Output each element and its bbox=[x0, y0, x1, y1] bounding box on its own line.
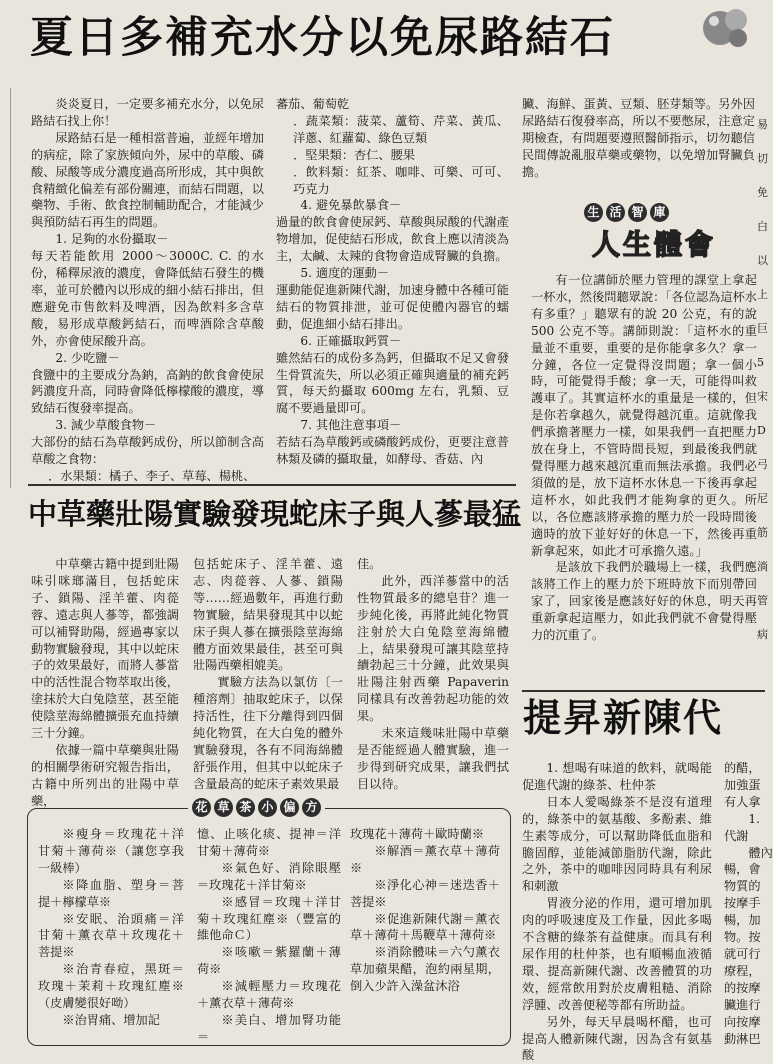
fragment: 1. bbox=[748, 811, 761, 826]
paragraph: 日本人愛喝綠茶不是沒有道理的，綠茶中的氨基酸、多酚素、維生素等成分，可以幫助降低血脂和膽固醇，並能減節脂肪代謝，除此之外，茶中的咖啡因同時具有利尿和刺激 bbox=[522, 794, 712, 894]
paragraph: 有一位講師於壓力管理的課堂上拿起一杯水，然後問聽眾說：「各位認為這杯水有多重？」聽眾有的說 20 公克，有的說 500 公克不等。講師則說：「這杯水的重量並不重要，重要的是你能拿多久？拿一分鐘，各位一定覺得沒問題；拿一個小時，可能覺得手酸；拿一天，可能得叫救護車了。其實這杯水的重量是一樣的，但是你若拿越久，就覺得越沉重。這就像我們承擔著壓力一樣，如果我們一直把壓力放在身上，不管時間長短，到最後我們就覺得壓力越來越沉重而無法承擔。我們必須做的是，放下這杯水休息一下後再拿起這杯水，如此我們才能夠拿的更久。所以，各位應該將承擔的壓力於一段時間後適時的放下並好好的休息一下，然後再重新拿起來，如此才可承擔久遠。」 bbox=[531, 273, 757, 558]
fragment: D bbox=[757, 424, 766, 437]
tea-item: ※安眠、治頭痛＝洋甘菊＋薰衣草＋玫瑰花＋菩提※ bbox=[38, 911, 184, 960]
article2-col3 bbox=[357, 556, 509, 793]
paragraph: 尿路結石是一種相當普遍，並經年增加的病症，除了家族傾向外，尿中的草酸、磷酸、尿酸等成分濃度過高所形成，其中與飲食精緻化偏差有部份關連，而結石問題，以藥物、手術、飲食控制輔助配合，才能減少與預防結石再生的問題。 bbox=[31, 130, 264, 230]
badge-char: 活 bbox=[606, 203, 625, 222]
edge-column bbox=[757, 108, 768, 652]
paragraph: 另外，每天早晨喝杯醋，也可提高人體新陳代謝，因為含有氨基酸 bbox=[522, 1014, 712, 1063]
paragraph: ．蔬菜類：菠菜、蘆筍、芹菜、黃瓜、洋蔥、紅蘿蔔、綠色豆類 bbox=[293, 113, 509, 145]
paragraph: 運動能促進新陳代謝，加速身體中各種可能結石的物質排泄，並可促使體內器官的蠕動，促進細小結石排出。 bbox=[276, 282, 509, 331]
fragment: 加強蛋 bbox=[724, 777, 761, 792]
fragment: 巨 bbox=[757, 322, 768, 335]
article1-col2 bbox=[276, 96, 509, 468]
fragment: 免 bbox=[757, 186, 768, 199]
paragraph: 此外，西洋蔘當中的活性物質最多的總皂苷？進一步純化後，再將此純化物質注射於大白兔陰莖海綿體上，結果發現可讓其陰莖持續勃起三十分鐘，此效果與壯陽注射西藥 Papaverin 同樣具有改善勃起功能的效果。 bbox=[357, 573, 509, 724]
fragment: 尼 bbox=[757, 492, 768, 505]
paragraph: 臟、海鮮、蛋黃、豆類、胚芽類等。另外因尿路結石復發率高，所以不要憋尿，注意定期檢查，有問題要遵照醫師指示，切勿聽信民間傳說亂服草藥或藥物，以免增加腎臟負擔。 bbox=[522, 97, 755, 179]
badge-char: 花 bbox=[192, 798, 211, 817]
paragraph: 2. 少吃鹽－ bbox=[55, 350, 120, 365]
fragment: 體內 bbox=[748, 845, 773, 860]
paragraph: 是該放下我們於職場上一樣，我們應該將工作上的壓力於下班時放下而別帶回家了，回家後是應該好好的休息，明天再重新拿起這壓力，如此我們就不會覺得壓力的沉重了。 bbox=[531, 560, 757, 643]
tea-item: ※消除體味＝六勺薰衣草加蘋果醋，泡約兩星期，倒入少許入澡盆沐浴 bbox=[350, 945, 500, 994]
headline-urinary-stones: 夏日多補充水分以免尿路結石 bbox=[30, 13, 615, 63]
tea-item: 玫瑰花＋薄荷＋歐時蘭※ bbox=[350, 827, 485, 841]
paragraph: 蕃茄、葡萄乾 bbox=[276, 97, 350, 111]
fragment: 病 bbox=[757, 628, 768, 641]
life-body bbox=[531, 272, 757, 644]
fragment: 切 bbox=[757, 152, 768, 165]
article3-col1 bbox=[522, 760, 712, 1064]
paragraph: 依據一篇中草藥與壯陽的相關學術研究報告指出，古籍中所列出的壯陽中草藥， bbox=[31, 742, 179, 808]
fragment: 物質的 bbox=[724, 879, 761, 894]
rule-top-left bbox=[10, 88, 11, 488]
tea-item: ※解酒＝薰衣草＋薄荷※ bbox=[350, 843, 500, 875]
tea-item: ※減輕壓力＝玫瑰花＋薰衣草＋薄荷※ bbox=[197, 979, 341, 1011]
paragraph: ．水果類：橘子、李子、草莓、楊桃、 bbox=[48, 468, 256, 483]
paragraph: 1. 足夠的水份攝取－ bbox=[55, 232, 169, 247]
tea-item: ※治青春痘，黑斑＝玫瑰＋茉莉＋玫瑰紅塵※（皮膚變很好呦） bbox=[38, 962, 184, 1011]
paragraph: 每天若能飲用 2000～3000C. C. 的水份，稀釋尿液的濃度，會降低結石發生的機率，並可於體內以形成的細小結石排出，但應避免市售飲料及啤酒，因為飲料多含草酸，易形成草酸鈣結石，而啤酒除含草酸外，亦會使尿酸升高。 bbox=[31, 249, 264, 348]
badge-char: 小 bbox=[258, 798, 277, 817]
badge-char: 偏 bbox=[280, 798, 299, 817]
tea-item: ※淨化心神＝迷迭香＋菩提※ bbox=[350, 877, 500, 909]
fragment: 5 bbox=[757, 356, 764, 369]
rule-headline2 bbox=[28, 484, 516, 486]
fragment: 動淋巴 bbox=[724, 1031, 761, 1046]
fragment: 的醋， bbox=[724, 761, 761, 775]
fragment: 白 bbox=[757, 220, 768, 233]
fragment: 按摩手 bbox=[724, 896, 761, 911]
life-badge bbox=[584, 203, 669, 222]
paragraph: 未來這幾味壯陽中草藥是否能經過人體實驗，進一步得到研究成果，讓我們拭目以待。 bbox=[357, 726, 509, 791]
fragment: 臟進行 bbox=[724, 997, 761, 1012]
paragraph: 佳。 bbox=[357, 557, 382, 571]
fragment: 代謝 bbox=[724, 828, 749, 843]
tea-item: ※瘦身＝玫瑰花＋洋甘菊＋薄荷※（讓您享我一級棒） bbox=[38, 827, 184, 875]
paragraph: 食鹽中的主要成分為鈉，高鈉的飲食會使尿鈣濃度升高，同時會降低檸檬酸的濃度，導致結石復發率提高。 bbox=[31, 367, 264, 416]
paragraph: 過量的飲食會使尿鈣、草酸與尿酸的代謝產物增加，促使結石形成，飲食上應以清淡為主，太鹹、太辣的食物會造成腎臟的負擔。 bbox=[276, 215, 509, 264]
headline-metabolism: 提昇新陳代 bbox=[523, 696, 724, 740]
article2-col2 bbox=[193, 556, 343, 793]
tea-item: ※感冒＝玫瑰＋洋甘菊＋玫瑰紅塵※（豐富的維他命Ｃ） bbox=[197, 894, 341, 943]
tea-item: 憶、止咳化痰、提神＝洋甘菊＋薄荷※ bbox=[197, 827, 341, 858]
badge-char: 生 bbox=[584, 203, 603, 222]
tea-col2 bbox=[197, 826, 341, 1046]
fragment: 弓 bbox=[757, 458, 768, 471]
paragraph: 胃液分泌的作用，還可增加肌肉的呼吸速度及工作量，因此多喝不含糖的綠茶有益健康。而具有利尿作用的杜仲茶，也有順暢血液循環、提高新陳代謝、改善體質的功效，經常飲用對於皮膚粗糙、消除浮腫、改善便秘等都有所助益。 bbox=[522, 896, 712, 1012]
fragment: 就可行 bbox=[724, 946, 761, 961]
tea-item: ※氣色好、消除眼壓＝玫瑰花＋洋甘菊※ bbox=[197, 860, 341, 892]
fragment: 暢，會 bbox=[724, 862, 761, 877]
tea-item: ※降血脂、塑身＝菩提＋檸檬草※ bbox=[38, 877, 184, 909]
article1-col1 bbox=[31, 96, 264, 485]
fragment: 暢，加 bbox=[724, 913, 761, 928]
badge-char: 智 bbox=[628, 203, 647, 222]
paragraph: 6. 正確攝取鈣質－ bbox=[300, 333, 402, 348]
tea-item: ※治胃痛、增加記 bbox=[62, 1012, 160, 1027]
paragraph: 炎炎夏日，一定要多補充水分，以免尿路結石找上你！ bbox=[31, 97, 264, 128]
tea-item: ※咳嗽＝紫羅蘭＋薄荷※ bbox=[197, 945, 341, 977]
tea-item: ※美白、增加腎功能＝ bbox=[197, 1012, 341, 1044]
article1-col3 bbox=[522, 96, 755, 181]
tea-col3 bbox=[350, 826, 500, 995]
article3-col2 bbox=[724, 760, 773, 1047]
fragment: 淌 bbox=[757, 560, 768, 573]
fragment: 的按摩 bbox=[724, 980, 761, 995]
paragraph: 4. 避免暴飲暴食－ bbox=[300, 198, 402, 213]
fragment: 向按摩 bbox=[724, 1014, 761, 1029]
paragraph: 大部份的結石為草酸鈣成份，所以節制含高草酸之食物： bbox=[31, 435, 264, 467]
fragment: 上 bbox=[757, 288, 768, 301]
paragraph: 中草藥古籍中提到壯陽味引咪瑯滿目，包括蛇床子、鎖陽、淫羊藿、肉蓯蓉、遠志與人蔘等，都強調可以補腎助陽，經過專家以動物實驗發現，其中以蛇床子的效果最好，而將人蔘當中的活性混合物萃取出後，塗抹於大白兔陰莖，甚至能使陰莖海綿體擴張充血持續三十分鐘。 bbox=[31, 557, 179, 741]
paragraph: 5. 適度的運動－ bbox=[300, 266, 390, 281]
tea-item: ※促進新陳代謝＝薰衣草＋薄荷＋馬鞭草＋薄荷※ bbox=[350, 911, 500, 943]
fragment: 管 bbox=[757, 594, 768, 607]
paragraph: ．堅果類：杏仁、腰果 bbox=[293, 147, 415, 162]
fragment: 療程， bbox=[724, 963, 761, 978]
badge-char: 茶 bbox=[236, 798, 255, 817]
paragraph: ．飲料類：紅茶、咖啡、可樂、可可、巧克力 bbox=[293, 164, 509, 196]
fragment: 宋 bbox=[757, 390, 768, 403]
badge-char: 草 bbox=[214, 798, 233, 817]
life-title: 人生體會 bbox=[592, 228, 717, 261]
paragraph: 實驗方法為以氯仿〔一種溶劑〕抽取蛇床子，以保持活性，往下分離得到四個純化物質，在大白兔的體外實驗發現，各有不同海綿體舒張作用，但其中以蛇床子含量最高的蛇床子素效果最 bbox=[193, 675, 343, 791]
fragment: 物。按 bbox=[724, 930, 761, 945]
paragraph: 1. 想喝有味道的飲料，就喝能促進代謝的綠茶、杜仲茶 bbox=[522, 761, 712, 792]
paragraph: 雖然結石的成份多為鈣，但攝取不足又會發生骨質流失，所以必須正確與適量的補充鈣質，每天約攝取 600mg 左右，乳類、豆腐不要過量即可。 bbox=[276, 350, 509, 416]
paragraph: 若結石為草酸鈣或磷酸鈣成份，更要注意普林類及磷的攝取量，如酵母、香菇、內 bbox=[276, 435, 509, 467]
tea-col1 bbox=[38, 826, 184, 1029]
paragraph: 包括蛇床子、淫羊藿、遠志、肉蓯蓉、人蔘、鎖陽等……經過數年，再進行動物實驗，結果發現其中以蛇床子與人蔘在擴張陰莖海綿體方面效果最佳，甚至可與壯陽西藥相媲美。 bbox=[193, 557, 343, 673]
fragment: 易 bbox=[757, 118, 768, 131]
article2-col1 bbox=[31, 556, 179, 810]
fragment: 以 bbox=[757, 254, 768, 267]
paragraph: 3. 減少草酸食物－ bbox=[55, 418, 157, 433]
tea-badge bbox=[188, 798, 325, 817]
headline-herbal-aphrodisiac: 中草藥壯陽實驗發現蛇床子與人蔘最猛 bbox=[28, 497, 522, 531]
paragraph: 7. 其他注意事項－ bbox=[300, 418, 402, 433]
fragment: 有人拿 bbox=[724, 794, 761, 809]
bubble-decoration bbox=[700, 6, 752, 50]
fragment: 筋 bbox=[757, 526, 768, 539]
badge-char: 庫 bbox=[650, 203, 669, 222]
badge-char: 方 bbox=[302, 798, 321, 817]
